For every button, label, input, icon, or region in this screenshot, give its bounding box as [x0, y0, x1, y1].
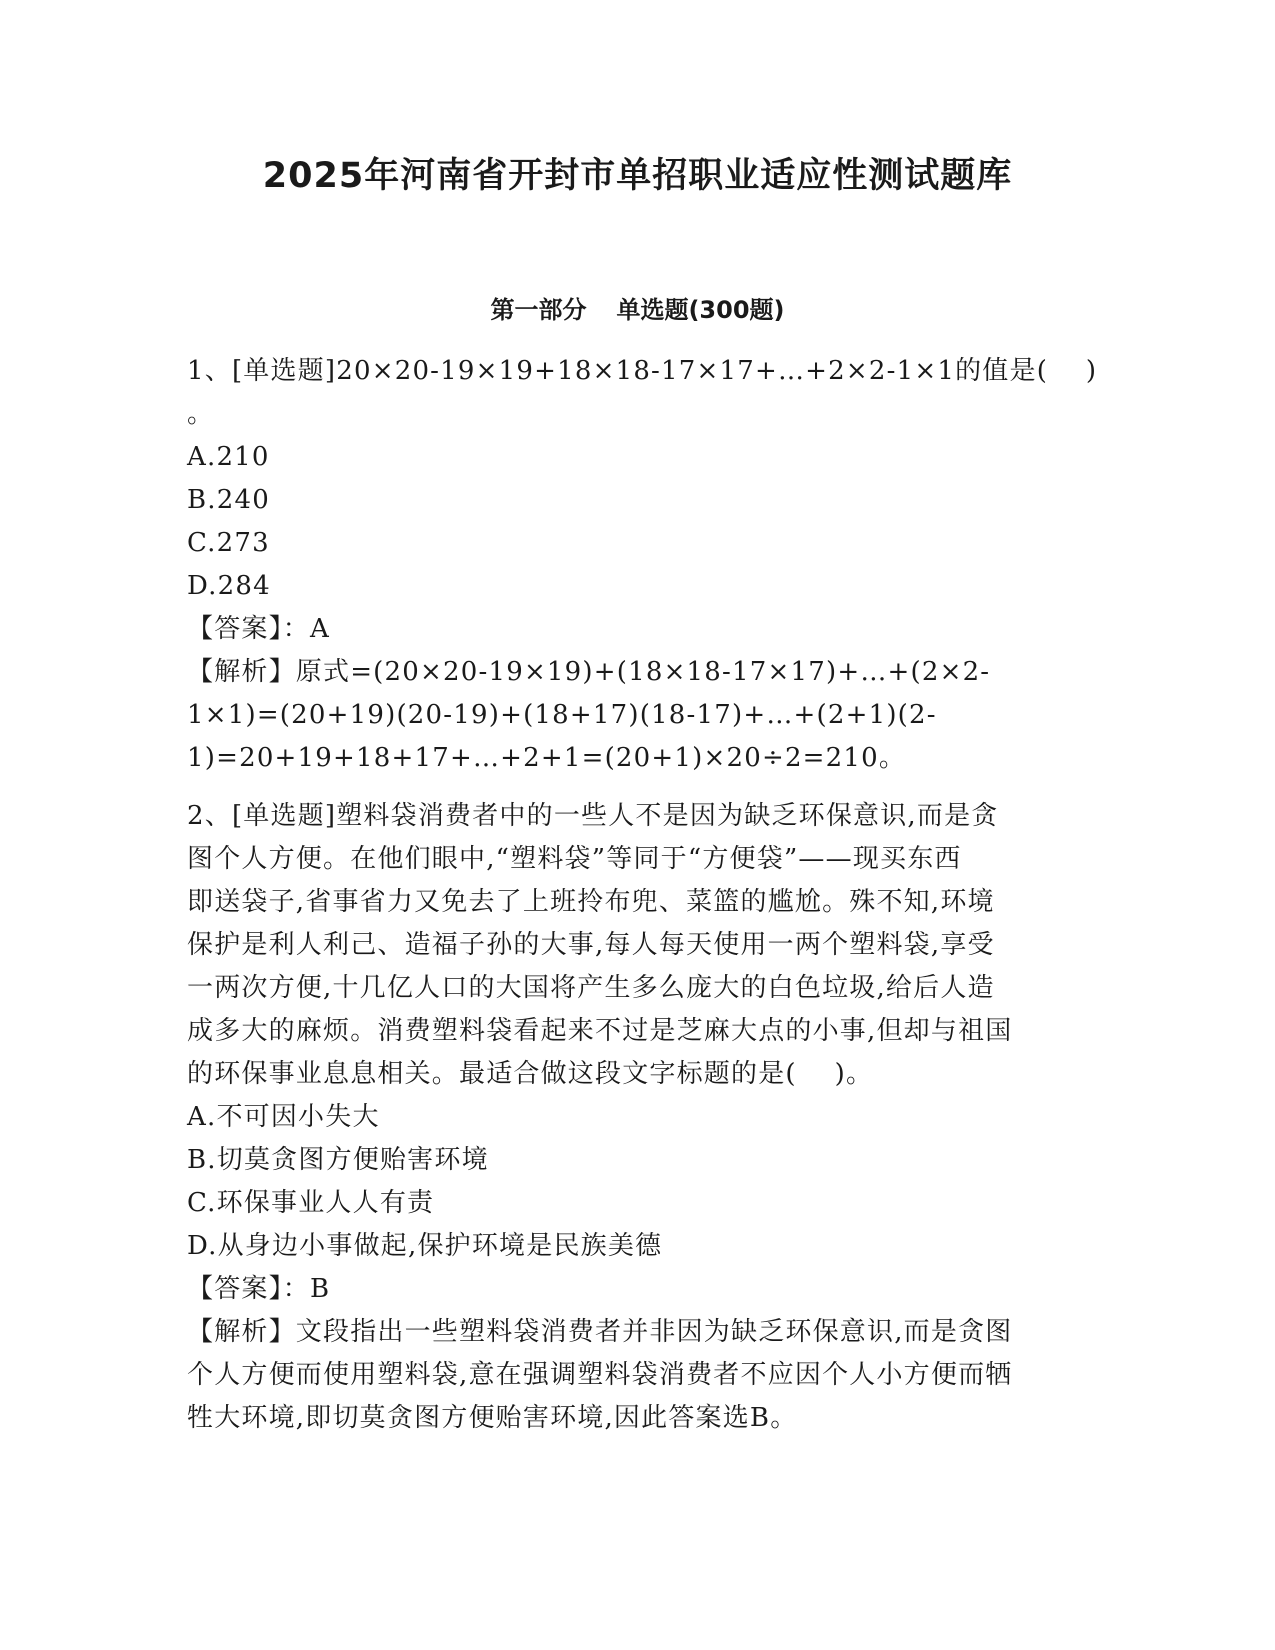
- question-stem-line: 保护是利人利己、造福子孙的大事,每人每天使用一两个塑料袋,享受: [187, 930, 995, 960]
- option-b: B.240: [187, 485, 270, 515]
- analysis-line: 个人方便而使用塑料袋,意在强调塑料袋消费者不应因个人小方便而牺: [187, 1360, 1013, 1390]
- question-2: [187, 795, 1082, 1440]
- question-1: [187, 350, 1098, 780]
- question-stem-line: 。: [187, 399, 215, 429]
- document-title: 2025年河南省开封市单招职业适应性测试题库: [262, 156, 1013, 196]
- question-stem-line: 1、[单选题]20×20-19×19+18×18-17×17+…+2×2-1×1的值是( ): [187, 356, 1098, 386]
- analysis-line: 牲大环境,即切莫贪图方便贻害环境,因此答案选B。: [187, 1403, 798, 1433]
- section-part: 第一部分: [490, 296, 587, 324]
- analysis-line: 【解析】文段指出一些塑料袋消费者并非因为缺乏环保意识,而是贪图: [187, 1317, 1013, 1347]
- option-d: D.从身边小事做起,保护环境是民族美德: [187, 1231, 663, 1261]
- option-a: A.210: [187, 442, 270, 472]
- option-d: D.284: [187, 571, 271, 601]
- question-stem-line: 即送袋子,省事省力又免去了上班拎布兜、菜篮的尴尬。殊不知,环境: [187, 887, 995, 917]
- option-b: B.切莫贪图方便贻害环境: [187, 1145, 489, 1175]
- section-title: [0, 290, 1275, 325]
- question-stem-line: 一两次方便,十几亿人口的大国将产生多么庞大的白色垃圾,给后人造: [187, 973, 995, 1003]
- question-stem-line: 2、[单选题]塑料袋消费者中的一些人不是因为缺乏环保意识,而是贪: [187, 801, 999, 831]
- section-name: 单选题(300题): [616, 296, 785, 324]
- question-list: [187, 350, 1098, 1440]
- question-stem-line: 成多大的麻烦。消费塑料袋看起来不过是芝麻大点的小事,但却与祖国: [187, 1016, 1013, 1046]
- question-stem-line: 的环保事业息息相关。最适合做这段文字标题的是( )。: [187, 1059, 874, 1089]
- answer-line: 【答案】：A: [187, 614, 330, 644]
- analysis-line: 1)=20+19+18+17+…+2+1=(20+1)×20÷2=210。: [187, 743, 907, 773]
- option-a: A.不可因小失大: [187, 1102, 380, 1132]
- option-c: C.环保事业人人有责: [187, 1188, 435, 1218]
- analysis-line: 【解析】原式=(20×20-19×19)+(18×18-17×17)+…+(2×2-: [187, 657, 991, 687]
- option-c: C.273: [187, 528, 270, 558]
- question-stem-line: 图个人方便。在他们眼中,“塑料袋”等同于“方便袋”——现买东西: [187, 844, 962, 874]
- analysis-line: 1×1)=(20+19)(20-19)+(18+17)(18-17)+…+(2+1)(2-: [187, 700, 937, 730]
- answer-line: 【答案】：B: [187, 1274, 331, 1304]
